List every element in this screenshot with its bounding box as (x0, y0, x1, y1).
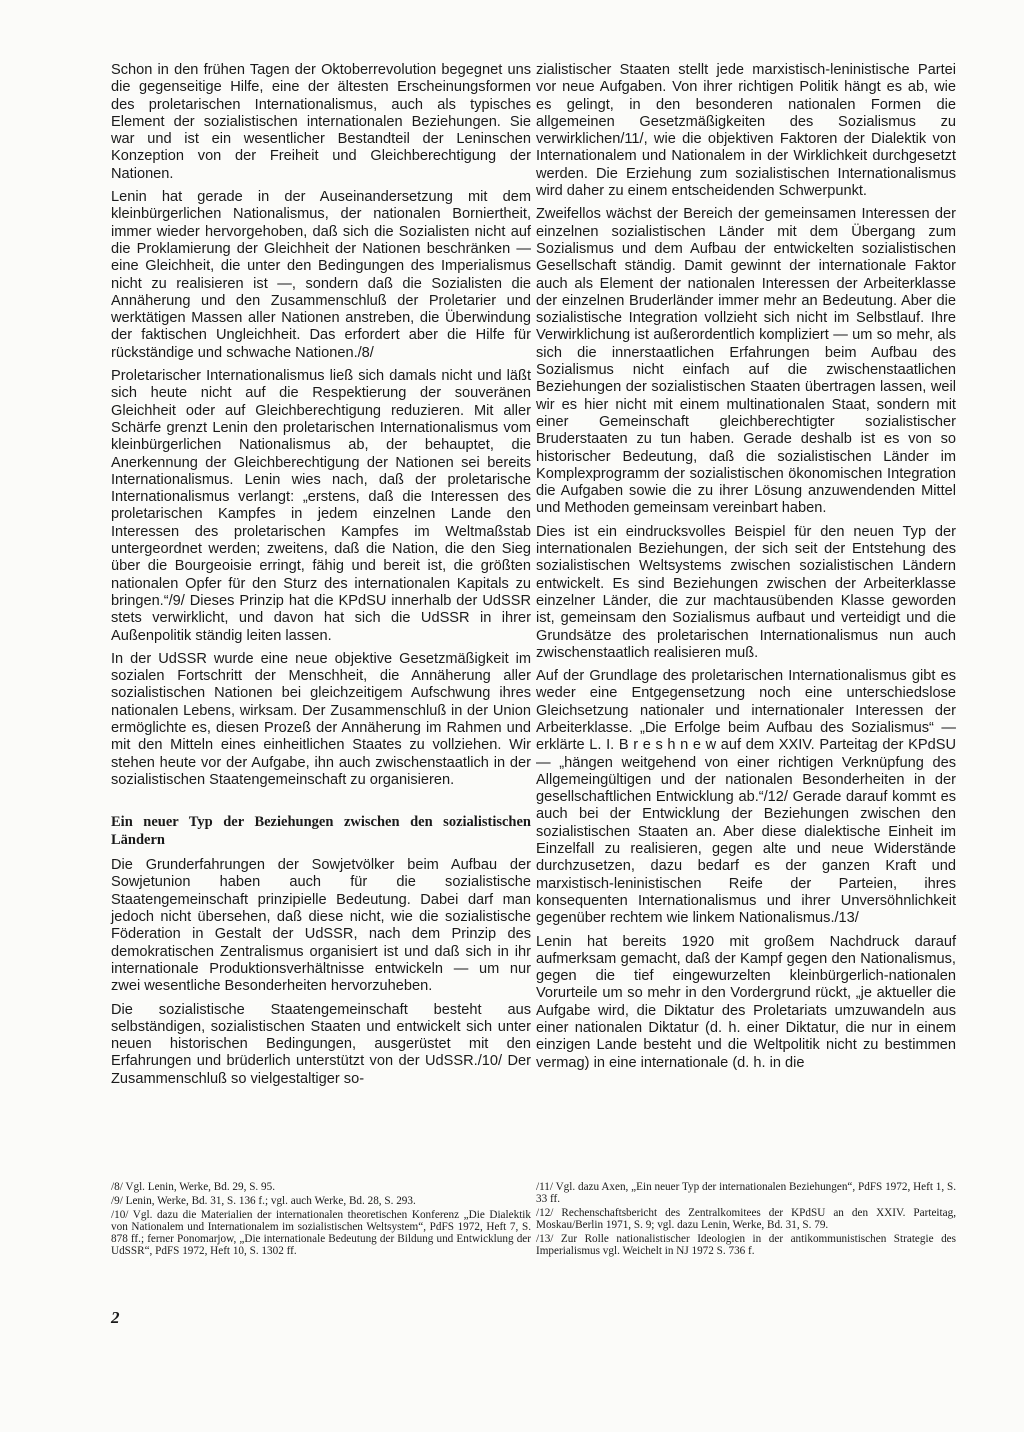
body-paragraph: Zweifellos wächst der Bereich der gemeinsamen Interessen der einzelnen sozialistischen Länder mit dem Übergang zum Sozialismus und dem Aufbau der entwickelten sozialistischen Gesellschaft ständig. Damit gewinnt der internationale Faktor auch als Element der nationalen Interessen der Arbeiterklasse der einzelnen Bruderländer immer mehr an Bedeutung. Aber die sozialistische Integration vollzieht sich nicht im Selbstlauf. Ihre Verwirklichung ist außerordentlich kompliziert — um so mehr, als sich die innerstaatlichen Erfahrungen beim Aufbau des Sozialismus nicht einfach auf die zwischenstaatlichen Beziehungen der sozialistischen Staaten übertragen lassen, weil wir es hier nicht mit einem multinationalen Staat, sondern mit einer Gemeinschaft gleichberechtigter sozialistischer Bruderstaaten zu tun haben. Gerade deshalb ist es von so historischer Bedeutung, daß die sozialistischen Länder im Komplexprogramm der sozialistischen ökonomischen Integration die Aufgaben sowie die zu ihrer Lösung anzuwendenden Mittel und Methoden gemeinsam vereinbart haben. (536, 206, 956, 517)
body-paragraph: Lenin hat bereits 1920 mit großem Nachdruck darauf aufmerksam gemacht, daß der Kampf gegen den Nationalismus, gegen die tief eingewurzelten kleinbürgerlich-nationalen Vorurteile um so mehr in den Vordergrund rückt, „je aktueller die Aufgabe wird, die Diktatur des Proletariats umzuwandeln aus einer nationalen Diktatur (d. h. einer Diktatur, die nur in einem einzigen Lande besteht und die Weltpolitik nicht zu bestimmen vermag) in eine internationale (d. h. in die (536, 933, 956, 1071)
body-paragraph: Die sozialistische Staatengemeinschaft besteht aus selbständigen, sozialistischen Staaten und entwickelt sich unter neuen historischen Bedingungen, ausgerüstet mit den Erfahrungen und brüderlich unterstützt von der UdSSR./10/ Der Zusammenschluß so vielgestaltiger so- (111, 1001, 531, 1087)
footnote: /8/ Vgl. Lenin, Werke, Bd. 29, S. 95. (111, 1181, 276, 1193)
footnotes-left (111, 1181, 531, 1259)
body-paragraph: Die Grunderfahrungen der Sowjetvölker beim Aufbau der Sowjetunion haben auch für die sozialistische Staatengemeinschaft prinzipielle Bedeutung. Dabei darf man jedoch nicht übersehen, daß diese nicht, wie die sozialistische Föderation in Gestalt der UdSSR, nach dem Prinzip des demokratischen Zentralismus organisiert ist und daß sich in ihr internationale Produktionsverhältnisse entwickeln — um nur zwei wesentliche Besonderheiten hervorzuheben. (111, 857, 531, 995)
footnote: /12/ Rechenschaftsbericht des Zentralkomitees der KPdSU an den XXIV. Parteitag, Moskau/Berlin 1971, S. 9; vgl. dazu Lenin, Werke, Bd. 31, S. 79. (536, 1207, 956, 1231)
footnote: /9/ Lenin, Werke, Bd. 31, S. 136 f.; vgl. auch Werke, Bd. 28, S. 293. (111, 1195, 416, 1207)
footnote: /10/ Vgl. dazu die Materialien der internationalen theoretischen Konferenz „Die Dialektik von Nationalem und Internationalem im sozialistischen Weltsystem“, PdFS 1972, Heft 7, S. 878 ff.; ferner Ponomarjow, „Die internationale Bedeutung der Bildung und Entwicklung der UdSSR“, PdFS 1972, Heft 10, S. 1302 ff. (111, 1209, 531, 1257)
right-column (536, 62, 956, 1078)
page-number: 2 (111, 1308, 120, 1327)
body-paragraph: Dies ist ein eindrucksvolles Beispiel für den neuen Typ der internationalen Beziehungen, der sich seit der Entstehung des sozialistischen Weltsystems zwischen sozialistischen Ländern entwickelt. Es sind Beziehungen zwischen der Arbeiterklasse einzelner Länder, die zur machtausübenden Klasse geworden ist, gemeinsam den Sozialismus aufbaut und verteidigt und die Grundsätze des proletarischen Internationalismus nun auch zwischenstaatlich realisieren muß. (536, 523, 956, 661)
section-heading: Ein neuer Typ der Beziehungen zwischen den sozialistischen Ländern (111, 814, 531, 849)
body-paragraph: zialistischer Staaten stellt jede marxistisch-leninistische Partei vor neue Aufgaben. Von ihrer richtigen Politik hängt es ab, wie es gelingt, in den besonderen nationalen Formen die allgemeinen Gesetzmäßigkeiten des Sozialismus zu verwirklichen/11/, wie die objektiven Faktoren der Dialektik von Internationalem und Nationalem in der Wirklichkeit durchgesetzt werden. Die Erziehung zum sozialistischen Internationalismus wird daher zu einem entscheidenden Schwerpunkt. (536, 62, 956, 200)
body-paragraph: Proletarischer Internationalismus ließ sich damals nicht und läßt sich heute nicht auf die Respektierung der souveränen Gleichheit oder auf Gleichberechtigung reduzieren. Mit aller Schärfe grenzt Lenin den proletarischen Internationalismus vom kleinbürgerlichen Nationalismus ab, der behauptet, die Anerkennung der Gleichberechtigung der Nationen sei bereits Internationalismus. Lenin wies nach, daß der proletarische Internationalismus verlangt: „erstens, daß die Interessen des proletarischen Kampfes in jedem einzelnen Lande den Interessen des proletarischen Kampfes im Weltmaßstab untergeordnet werden; zweitens, daß die Nation, die den Sieg über die Bourgeoisie erringt, fähig und bereit ist, die größten nationalen Opfer für den Sturz des internationalen Kapitals zu bringen.“/9/ Dieses Prinzip hat die KPdSU innerhalb der UdSSR stets verwirklicht, und davon hat sich die UdSSR in ihrer Außenpolitik ständig leiten lassen. (111, 368, 531, 644)
body-paragraph: Schon in den frühen Tagen der Oktoberrevolution begegnet uns die gegenseitige Hilfe, eine der ältesten Erscheinungsformen des proletarischen Internationalismus, auch als typisches Element der sozialistischen internationalen Beziehungen. Sie war und ist ein wesentlicher Bestandteil der Leninschen Konzeption von der Freiheit und Gleichberechtigung der Nationen. (111, 62, 531, 182)
body-paragraph: Auf der Grundlage des proletarischen Internationalismus gibt es weder eine Entgegensetzung noch eine unterschiedslose Gleichsetzung nationaler und internationaler Interessen der Arbeiterklasse. „Die Erfolge beim Aufbau des Sozialismus“ — erklärte L. I. B r e s h n e w auf dem XXIV. Parteitag der KPdSU — „hängen weitgehend von einer richtigen Verknüpfung des Allgemeingültigen und der nationalen Besonderheiten in der gesellschaftlichen Entwicklung ab.“/12/ Gerade darauf kommt es auch bei der Entwicklung der Beziehungen zwischen den sozialistischen Staaten an. Aber diese dialektische Einheit im Einzelfall zu realisieren, gegen alte und neue Widerstände durchzusetzen, dazu bedarf es der ganzen Kraft und marxistisch-leninistischen Reife der Parteien, ihres konsequenten Internationalismus und ihrer Unversöhnlichkeit gegenüber rechtem wie linkem Nationalismus./13/ (536, 668, 956, 927)
left-column (111, 62, 531, 1094)
footnote: /11/ Vgl. dazu Axen, „Ein neuer Typ der internationalen Beziehungen“, PdFS 1972, Heft 1, S. 33 ff. (536, 1181, 956, 1205)
footnotes-right (536, 1181, 956, 1259)
body-paragraph: In der UdSSR wurde eine neue objektive Gesetzmäßigkeit im sozialen Fortschritt der Menschheit, die Annäherung aller sozialistischen Nationen bei gleichzeitigem Aufschwung ihres nationalen Lebens, wirksam. Der Zusammenschluß in der Union ermöglichte es, diesen Prozeß der Annäherung im Rahmen und mit den Mitteln eines einheitlichen Staates zu vollziehen. Wir stehen heute vor der Aufgabe, ihn auch zwischenstaatlich in der sozialistischen Staatengemeinschaft zu organisieren. (111, 650, 531, 788)
body-paragraph: Lenin hat gerade in der Auseinandersetzung mit dem kleinbürgerlichen Nationalismus, der nationalen Borniertheit, immer wieder hervorgehoben, daß sich die Sozialisten nicht auf die Proklamierung der Gleichheit der Nationen beschränken — eine Gleichheit, die unter den Bedingungen des Imperialismus nicht zu realisieren ist —, sondern daß die Sozialisten die Annäherung und den Zusammenschluß der Proletarier und werktätigen Massen aller Nationen anstreben, die Überwindung der faktischen Ungleichheit. Das erfordert aber die Hilfe für rückständige und schwache Nationen./8/ (111, 189, 531, 361)
footnote: /13/ Zur Rolle nationalistischer Ideologien in der antikommunistischen Strategie des Imperialismus vgl. Weichelt in NJ 1972 S. 736 f. (536, 1233, 956, 1257)
